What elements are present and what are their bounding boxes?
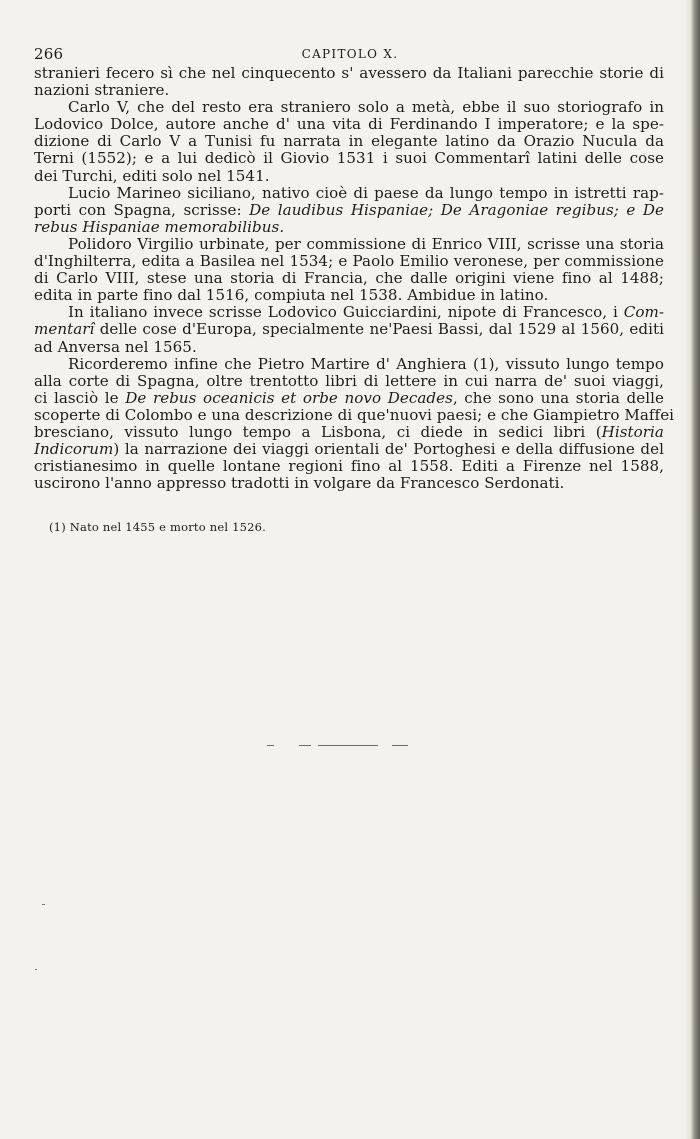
running-head: CAPITOLO X. xyxy=(301,47,399,61)
printing-rule-mark xyxy=(318,745,378,746)
text-line: dizione di Carlo V a Tunisi fu narrata in elegante latino da Orazio Nucula da xyxy=(34,132,664,151)
paragraph-first-line: Lucio Marineo siciliano, nativo cioè di paese da lungo tempo in istretti rap- xyxy=(68,183,664,202)
text-line: bresciano, vissuto lungo tempo a Lisbona, ci diede in sedici libri (Historia xyxy=(34,422,664,441)
paragraph-first-line: In italiano invece scrisse Lodovico Guicciardini, nipote di Francesco, i Com- xyxy=(68,303,664,322)
text-line: dei Turchi, editi solo nel 1541. xyxy=(34,166,270,185)
text-line: stranieri fecero sì che nel cinquecento s' avessero da Italiani parecchie storie di xyxy=(34,64,664,82)
italic-title: Indicorum xyxy=(34,440,114,459)
printing-rule-mark xyxy=(267,745,274,746)
text-line xyxy=(34,219,664,236)
text-line: d'Inghilterra, edita a Basilea nel 1534; e Paolo Emilio veronese, per commissione xyxy=(34,252,664,271)
italic-title: De rebus oceanicis et orbe novo Decades xyxy=(125,388,453,407)
italic-title: De laudibus Hispaniae; De Aragoniae regibus; e De xyxy=(249,200,665,219)
italic-title: rebus Hispaniae memorabilibus. xyxy=(34,217,285,236)
text-line: porti con Spagna, scrisse: De laudibus Hispaniae; De Aragoniae regibus; e De xyxy=(34,200,665,219)
text-line: alla corte di Spagna, oltre trentotto libri di lettere in cui narra de' suoi viaggi, xyxy=(34,371,664,390)
text-line: uscirono l'anno appresso tradotti in volgare da Francesco Serdonati. xyxy=(34,474,565,493)
italic-title: Historia xyxy=(601,422,664,441)
paragraph-first-line: Ricorderemo infine che Pietro Martire d' Anghiera (1), vissuto lungo tempo xyxy=(68,354,664,373)
printing-rule-mark xyxy=(299,745,311,746)
footnote: (1) Nato nel 1455 e morto nel 1526. xyxy=(49,520,266,534)
text-line: mentarî delle cose d'Europa, specialmente ne'Paesi Bassi, dal 1529 al 1560, editi xyxy=(34,320,664,339)
printing-rule-mark xyxy=(392,745,408,746)
paragraph-first-line: Polidoro Virgilio urbinate, per commissione di Enrico VIII, scrisse una storia xyxy=(68,234,664,253)
page-number: 266 xyxy=(34,45,64,63)
text-line: nazioni straniere. xyxy=(34,81,170,100)
paragraph-first-line: Carlo V, che del resto era straniero solo a metà, ebbe il suo storiografo in xyxy=(68,98,664,117)
text-line: di Carlo VIII, stese una storia di Francia, che dalle origini viene fino al 1488; xyxy=(34,269,664,288)
text-line: Terni (1552); e a lui dedicò il Giovio 1531 i suoi Commentarî latini delle cose xyxy=(34,149,664,168)
body-text xyxy=(34,64,675,493)
page-edge xyxy=(691,0,700,1139)
text-line: Indicorum) la narrazione dei viaggi orientali de' Portoghesi e della diffusione del xyxy=(34,440,664,459)
text-line: ci lasciò le De rebus oceanicis et orbe novo Decades, che sono una storia delle xyxy=(34,388,664,407)
text-line: ad Anversa nel 1565. xyxy=(34,337,197,356)
text-line: Lodovico Dolce, autore anche d' una vita di Ferdinando I imperatore; e la spe- xyxy=(34,115,664,134)
page-speck xyxy=(42,904,45,905)
text-line: edita in parte fino dal 1516, compiuta nel 1538. Ambidue in latino. xyxy=(34,286,549,305)
text-line: cristianesimo in quelle lontane regioni fino al 1558. Editi a Firenze nel 1588, xyxy=(34,457,664,476)
italic-title: Com- xyxy=(623,303,664,322)
page-speck xyxy=(35,969,37,970)
text-line: scoperte di Colombo e una descrizione di que'nuovi paesi; e che Giampietro Maffei xyxy=(34,405,675,424)
italic-title: mentarî xyxy=(34,320,95,339)
